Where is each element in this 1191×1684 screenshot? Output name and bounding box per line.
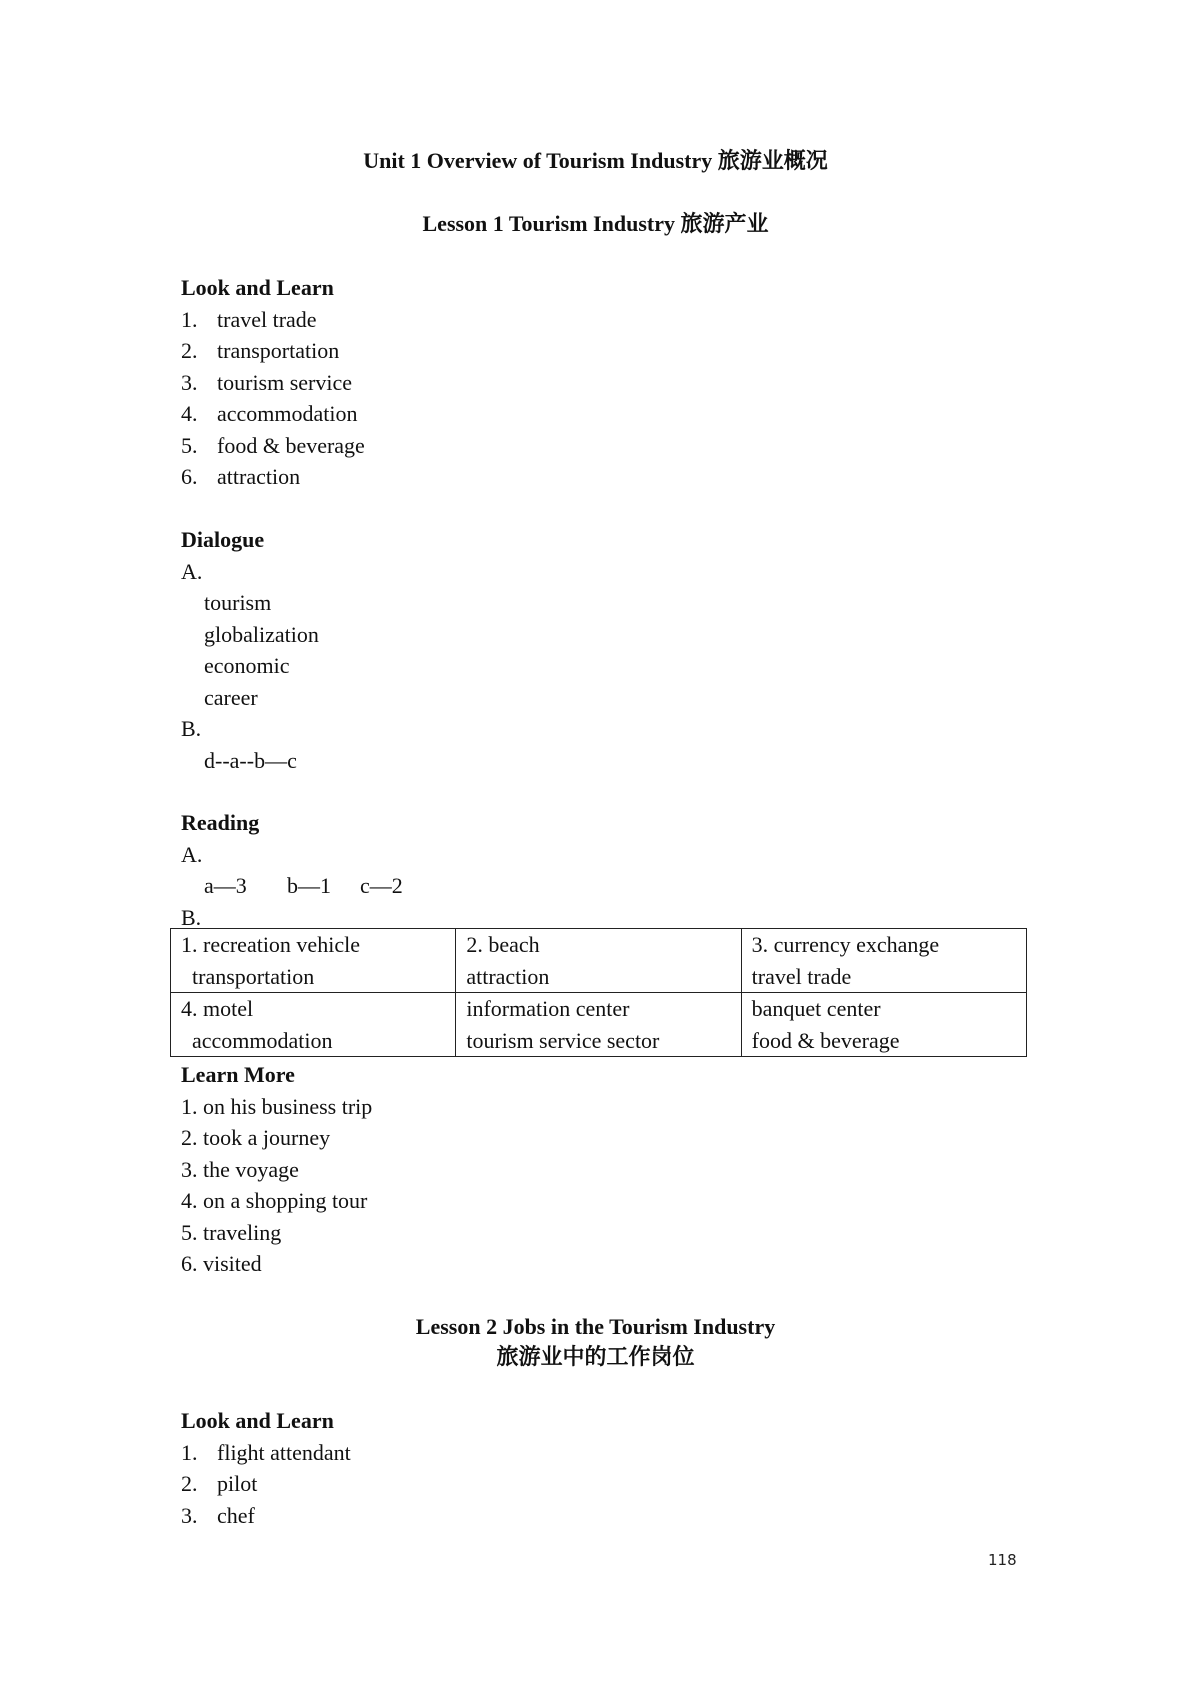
- list-item: 5. traveling: [181, 1219, 282, 1245]
- list-item: [181, 1500, 1061, 1532]
- list-item: 3. the voyage: [181, 1156, 299, 1182]
- classification-table: [170, 928, 1027, 1057]
- lesson2-title: Lesson 2 Jobs in the Tourism Industry: [415, 1314, 776, 1339]
- item-text: accommodation: [217, 401, 358, 426]
- table-cell: [171, 993, 456, 1057]
- table-cell: [171, 929, 456, 993]
- item-text: travel trade: [217, 306, 317, 332]
- matching-answers: [181, 870, 1061, 902]
- item-number: 1.: [181, 1439, 198, 1465]
- answer-word: globalization: [204, 621, 319, 647]
- list-item: [181, 430, 1061, 462]
- section-heading: Look and Learn: [181, 275, 334, 300]
- item-text: tourism service: [217, 369, 353, 395]
- item-text: attraction: [217, 464, 301, 489]
- cell-item: 4. motel: [181, 996, 254, 1021]
- list-item: [181, 1437, 1061, 1469]
- item-text: pilot: [217, 1471, 258, 1496]
- list-item: 2. took a journey: [181, 1125, 331, 1150]
- list-item: [181, 367, 1061, 399]
- table-row: [171, 929, 1027, 993]
- section-heading: Look and Learn: [181, 1408, 334, 1433]
- item-number: 3.: [181, 1502, 198, 1528]
- cell-category: accommodation: [192, 1027, 333, 1053]
- section-heading: Learn More: [181, 1062, 295, 1087]
- cell-category: attraction: [466, 963, 550, 989]
- cell-item: 3. currency exchange: [751, 932, 940, 957]
- item-number: 2.: [181, 1471, 198, 1496]
- part-label: A.: [181, 558, 203, 584]
- answer-word: tourism: [204, 590, 272, 615]
- table-cell: [741, 929, 1026, 993]
- item-text: chef: [217, 1502, 255, 1528]
- unit-title: Unit 1 Overview of Tourism Industry 旅游业概况: [363, 148, 828, 173]
- cell-category: travel trade: [751, 963, 852, 989]
- order-answer: d--a--b—c: [204, 747, 297, 773]
- match-answer: c—2: [360, 873, 403, 898]
- lesson1-dialogue: [181, 524, 1061, 776]
- item-number: 2.: [181, 338, 198, 363]
- list-item: [181, 335, 1061, 367]
- list-item: [181, 304, 1061, 336]
- list-item: [181, 1468, 1061, 1500]
- list-item: 6. visited: [181, 1251, 262, 1276]
- part-label: B.: [181, 716, 202, 741]
- list-item: 4. on a shopping tour: [181, 1188, 368, 1213]
- part-label: B.: [181, 904, 202, 930]
- answer-word: career: [204, 684, 258, 710]
- part-label: A.: [181, 841, 203, 867]
- lesson1-learn-more: [181, 1059, 1061, 1280]
- section-heading: Reading: [181, 810, 260, 835]
- cell-category: transportation: [192, 963, 315, 989]
- table-cell: [741, 993, 1026, 1057]
- cell-item: information center: [466, 996, 630, 1021]
- item-number: 5.: [181, 432, 198, 458]
- item-number: 1.: [181, 306, 198, 332]
- table-row: [171, 993, 1027, 1057]
- item-text: flight attendant: [217, 1439, 351, 1465]
- item-text: transportation: [217, 338, 340, 363]
- cell-category: food & beverage: [751, 1027, 900, 1053]
- item-number: 4.: [181, 401, 198, 426]
- lesson2-title-zh: 旅游业中的工作岗位: [496, 1344, 695, 1369]
- match-answer: a—3: [204, 873, 247, 898]
- cell-category: tourism service sector: [466, 1027, 660, 1053]
- item-number: 3.: [181, 369, 198, 395]
- table-cell: [456, 993, 741, 1057]
- lesson1-look-and-learn: [181, 272, 1061, 493]
- lesson1-reading: [181, 807, 1061, 933]
- list-item: [181, 398, 1061, 430]
- table-cell: [456, 929, 741, 993]
- answer-word: economic: [204, 653, 290, 678]
- list-item: [181, 461, 1061, 493]
- cell-item: 2. beach: [466, 932, 540, 957]
- cell-item: 1. recreation vehicle: [181, 932, 360, 957]
- lesson2-look-and-learn: [181, 1405, 1061, 1531]
- list-item: 1. on his business trip: [181, 1093, 373, 1119]
- cell-item: banquet center: [751, 996, 881, 1021]
- page-number: 118: [988, 1551, 1017, 1569]
- section-heading: Dialogue: [181, 527, 265, 552]
- match-answer: b—1: [287, 873, 331, 898]
- lesson1-title: Lesson 1 Tourism Industry 旅游产业: [422, 211, 769, 236]
- item-text: food & beverage: [217, 432, 365, 458]
- item-number: 6.: [181, 464, 198, 489]
